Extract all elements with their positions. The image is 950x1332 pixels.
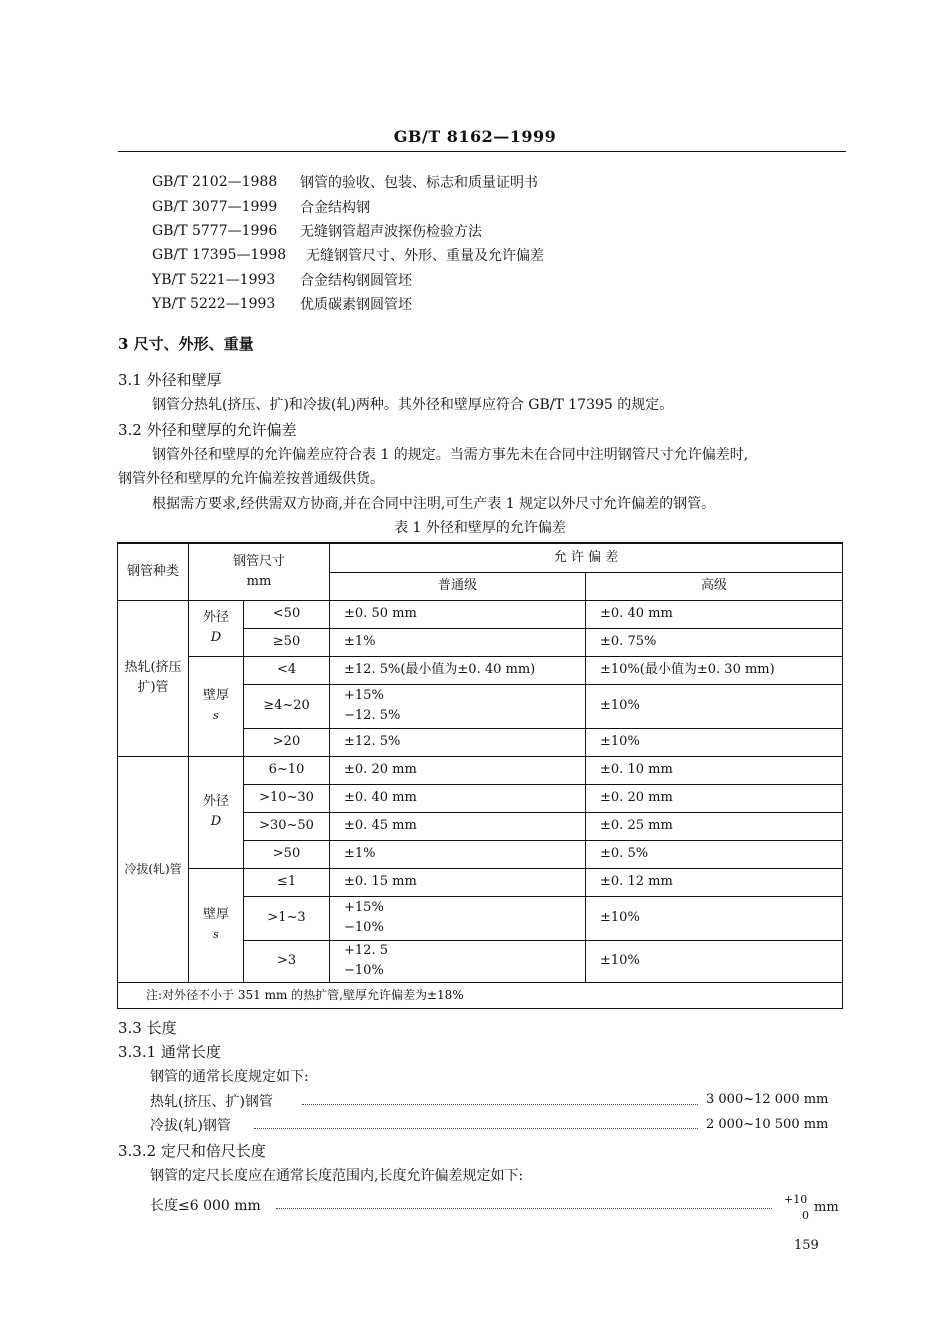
normal-tol-minus: −10% — [344, 963, 384, 978]
normal-tol-plus: +15% — [344, 688, 384, 703]
hot-od-label: 外径 — [202, 610, 229, 625]
cold-od-cell — [189, 756, 244, 868]
normal-tol-plus: +12. 5 — [344, 943, 388, 958]
paragraph: 钢管的定尺长度应在通常长度范围内,长度允许偏差规定如下: — [150, 1168, 524, 1184]
size-cell: >10~30 — [244, 784, 330, 812]
high-tol-cell: ±0. 40 mm — [586, 600, 843, 628]
hot-wall-label: 壁厚 — [202, 688, 229, 703]
ref-code: GB/T 2102—1988 — [152, 174, 278, 190]
ref-title: 钢管的验收、包装、标志和质量证明书 — [300, 175, 538, 191]
normal-tol-cell — [330, 940, 586, 982]
ref-title: 无缝钢管超声波探伤检验方法 — [300, 224, 482, 240]
paragraph: 钢管分热轧(挤压、扩)和冷拔(轧)两种。其外径和壁厚应符合 GB/T 17395 的规定。 — [152, 397, 674, 413]
high-tol-cell: ±0. 5% — [586, 840, 843, 868]
high-tol-cell: ±0. 20 mm — [586, 784, 843, 812]
cold-wall-symbol: s — [213, 928, 219, 941]
tolerance-table — [117, 542, 843, 1009]
tol-minus: 0 — [802, 1209, 809, 1222]
subsection-title: 3.3.1 通常长度 — [118, 1043, 221, 1061]
ref-code: GB/T 17395—1998 — [152, 247, 287, 263]
normal-tol-minus: −12. 5% — [344, 708, 401, 723]
cold-type-cell: 冷拔(轧)管 — [118, 756, 189, 982]
high-tol-cell: ±10% — [586, 896, 843, 940]
hot-wall-symbol: s — [213, 709, 219, 722]
subsection-title: 3.3 长度 — [118, 1019, 177, 1037]
hot-type-label-a: 热轧(挤压 — [124, 660, 182, 675]
cold-wall-cell — [189, 868, 244, 982]
cold-od-symbol: D — [210, 814, 222, 829]
header-size-unit: mm — [246, 573, 272, 589]
tol-plus: +10 — [784, 1193, 808, 1206]
header-normal: 普通级 — [330, 572, 586, 600]
ref-title: 优质碳素钢圆管坯 — [300, 297, 412, 313]
size-cell: >1~3 — [244, 896, 330, 940]
tol-unit: mm — [814, 1200, 839, 1215]
size-cell: <4 — [244, 656, 330, 684]
cold-od-label: 外径 — [202, 794, 229, 809]
normal-tol-cell: ±0. 45 mm — [330, 812, 586, 840]
hot-type-label-b: 扩)管 — [137, 680, 169, 695]
header-size-label: 钢管尺寸 — [233, 553, 286, 569]
high-tol-cell: ±0. 75% — [586, 628, 843, 656]
paragraph: 钢管外径和壁厚的允许偏差应符合表 1 的规定。当需方事先未在合同中注明钢管尺寸允许偏差时, — [152, 447, 749, 463]
size-cell: >20 — [244, 728, 330, 756]
paragraph: 根据需方要求,经供需双方协商,并在合同中注明,可生产表 1 规定以外尺寸允许偏差的钢管。 — [152, 496, 716, 512]
ref-title: 合金结构钢圆管坯 — [300, 273, 412, 289]
normal-tol-cell: ±0. 15 mm — [330, 868, 586, 896]
normal-tol-cell: ±1% — [330, 840, 586, 868]
hot-type-cell — [118, 600, 189, 756]
size-cell: >3 — [244, 940, 330, 982]
ref-title: 合金结构钢 — [300, 200, 370, 216]
ref-code: GB/T 3077—1999 — [152, 199, 278, 215]
ref-code: GB/T 5777—1996 — [152, 223, 278, 239]
high-tol-cell: ±10% — [586, 940, 843, 982]
subsection-title: 3.3.2 定尺和倍尺长度 — [118, 1142, 266, 1160]
header-high: 高级 — [586, 572, 843, 600]
length-label: 长度≤6 000 mm — [150, 1198, 261, 1214]
ref-title: 无缝钢管尺寸、外形、重量及允许偏差 — [306, 248, 544, 264]
subsection-title: 3.1 外径和壁厚 — [118, 371, 222, 389]
length-label: 冷拔(轧)钢管 — [150, 1118, 231, 1134]
high-tol-cell: ±10% — [586, 684, 843, 728]
hot-wall-cell — [189, 656, 244, 756]
size-cell: ≥50 — [244, 628, 330, 656]
normal-tol-cell: ±0. 20 mm — [330, 756, 586, 784]
high-tol-cell: ±10% — [586, 728, 843, 756]
paragraph: 钢管外径和壁厚的允许偏差按普通级供货。 — [118, 471, 384, 487]
normal-tol-cell: ±12. 5%(最小值为±0. 40 mm) — [330, 656, 586, 684]
dot-leader — [302, 1104, 698, 1105]
header-tolerance: 允 许 偏 差 — [330, 543, 843, 572]
normal-tol-cell: ±0. 40 mm — [330, 784, 586, 812]
header-rule — [118, 151, 846, 152]
high-tol-cell: ±0. 12 mm — [586, 868, 843, 896]
page-number: 159 — [794, 1238, 819, 1253]
length-value: 2 000~10 500 mm — [706, 1117, 829, 1132]
header-size — [189, 543, 330, 600]
header-type: 钢管种类 — [118, 543, 189, 600]
section-title: 3 尺寸、外形、重量 — [118, 335, 254, 353]
normal-tol-cell: ±12. 5% — [330, 728, 586, 756]
table-caption: 表 1 外径和壁厚的允许偏差 — [394, 520, 566, 536]
length-value: 3 000~12 000 mm — [706, 1092, 829, 1107]
normal-tol-plus: +15% — [344, 900, 384, 915]
size-cell: ≥4~20 — [244, 684, 330, 728]
high-tol-cell: ±0. 25 mm — [586, 812, 843, 840]
ref-code: YB/T 5221—1993 — [152, 272, 276, 288]
high-tol-cell: ±0. 10 mm — [586, 756, 843, 784]
normal-tol-cell: ±1% — [330, 628, 586, 656]
subsection-title: 3.2 外径和壁厚的允许偏差 — [118, 421, 297, 439]
dot-leader — [276, 1208, 772, 1209]
standard-header: GB/T 8162—1999 — [393, 127, 557, 146]
hot-od-symbol: D — [210, 630, 222, 645]
size-cell: <50 — [244, 600, 330, 628]
normal-tol-cell — [330, 684, 586, 728]
cold-wall-label: 壁厚 — [202, 907, 229, 922]
size-cell: ≤1 — [244, 868, 330, 896]
paragraph: 钢管的通常长度规定如下: — [150, 1069, 309, 1085]
ref-code: YB/T 5222—1993 — [152, 296, 276, 312]
normal-tol-cell — [330, 896, 586, 940]
dot-leader — [254, 1128, 698, 1129]
size-cell: >50 — [244, 840, 330, 868]
length-label: 热轧(挤压、扩)钢管 — [150, 1094, 273, 1110]
normal-tol-minus: −10% — [344, 920, 384, 935]
hot-od-cell — [189, 600, 244, 656]
size-cell: 6~10 — [244, 756, 330, 784]
table-note: 注:对外径不小于 351 mm 的热扩管,壁厚允许偏差为±18% — [118, 982, 843, 1008]
normal-tol-cell: ±0. 50 mm — [330, 600, 586, 628]
size-cell: >30~50 — [244, 812, 330, 840]
high-tol-cell: ±10%(最小值为±0. 30 mm) — [586, 656, 843, 684]
